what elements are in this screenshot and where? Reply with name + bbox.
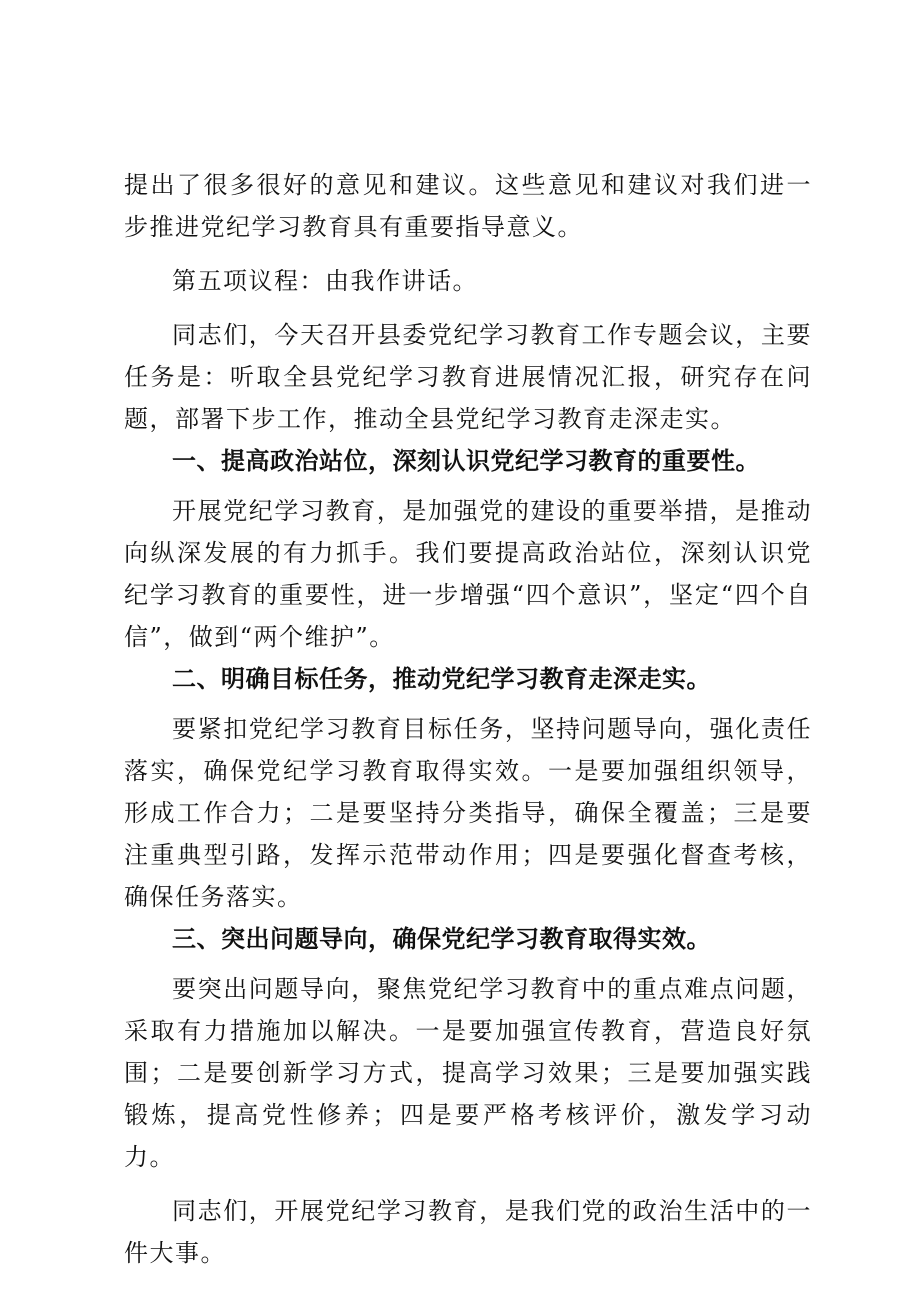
document-body	[124, 164, 812, 1274]
paragraph-opening-remarks: 同志们，今天召开县委党纪学习教育工作专题会议，主要任务是：听取全县党纪学习教育进展情况汇报，研究存在问题，部署下步工作，推动全县党纪学习教育走深走实。	[124, 321, 812, 433]
paragraph-agenda-item: 第五项议程：由我作讲话。	[172, 267, 478, 295]
section-heading-1: 一、提高政治站位，深刻认识党纪学习教育的重要性。	[172, 447, 760, 475]
section-heading-3: 三、突出问题导向，确保党纪学习教育取得实效。	[172, 925, 711, 953]
section-body-1: 开展党纪学习教育，是加强党的建设的重要举措，是推动向纵深发展的有力抓手。我们要提高政治站位，深刻认识党纪学习教育的重要性，进一步增强“四个意识”，坚定“四个自信”，做到“两个维护”。	[124, 497, 812, 651]
section-body-3: 要突出问题导向，聚焦党纪学习教育中的重点难点问题，采取有力措施加以解决。一是要加强宣传教育，营造良好氛围；二是要创新学习方式，提高学习效果；三是要加强实践锻炼，提高党性修养；四是要严格考核评价，激发学习动力。	[124, 975, 812, 1171]
paragraph-closing: 同志们，开展党纪学习教育，是我们党的政治生活中的一件大事。	[124, 1197, 812, 1267]
paragraph-intro-continuation: 提出了很多很好的意见和建议。这些意见和建议对我们进一步推进党纪学习教育具有重要指导意义。	[124, 171, 812, 241]
section-heading-2: 二、明确目标任务，推动党纪学习教育走深走实。	[172, 665, 711, 693]
section-body-2: 要紧扣党纪学习教育目标任务，坚持问题导向，强化责任落实，确保党纪学习教育取得实效。一是要加强组织领导，形成工作合力；二是要坚持分类指导，确保全覆盖；三是要注重典型引路，发挥示范带动作用；四是要强化督查考核，确保任务落实。	[124, 715, 812, 911]
